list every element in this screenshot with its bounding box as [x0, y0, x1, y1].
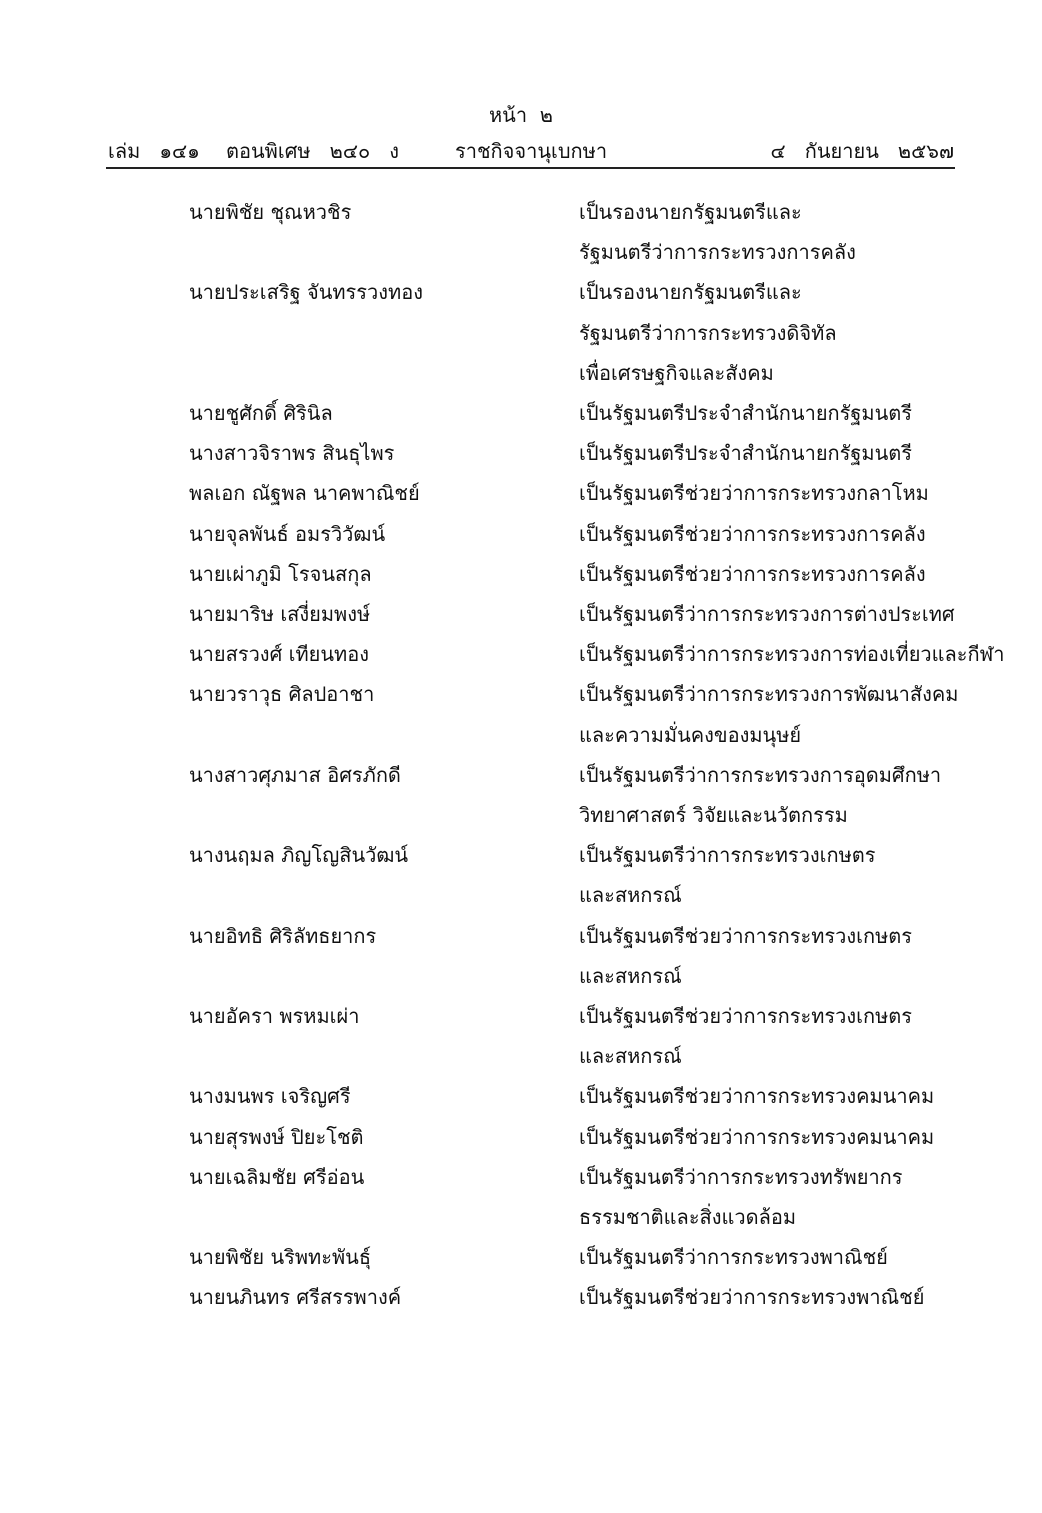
- position-line: เป็นรัฐมนตรีช่วยว่าการกระทรวงการคลัง: [579, 561, 926, 586]
- position-line: ธรรมชาติและสิ่งแวดล้อม: [579, 1205, 797, 1230]
- minister-name: นางมนพร เจริญศรี: [189, 1084, 351, 1109]
- minister-name: นายเฉลิมชัย ศรีอ่อน: [189, 1164, 365, 1189]
- position-line: เป็นรองนายกรัฐมนตรีและ: [579, 200, 802, 224]
- appointment-entry: [0, 433, 1042, 473]
- minister-name: นายสรวงศ์ เทียนทอง: [189, 642, 369, 667]
- minister-name: นายพิชัย นริพทะพันธุ์: [189, 1245, 372, 1270]
- position-line: เป็นรัฐมนตรีช่วยว่าการกระทรวงกลาโหม: [579, 481, 929, 506]
- minister-name: นายวราวุธ ศิลปอาชา: [189, 682, 375, 707]
- minister-name: นายมาริษ เสงี่ยมพงษ์: [189, 602, 371, 627]
- minister-position: [579, 1237, 999, 1277]
- appointment-entry: [0, 514, 1042, 554]
- appointment-entry: [0, 755, 1042, 835]
- appointment-list: [0, 192, 1042, 1318]
- minister-name: นายพิชัย ชุณหวชิร: [189, 200, 352, 224]
- position-line: เป็นรัฐมนตรีว่าการกระทรวงการอุดมศึกษา: [579, 762, 942, 787]
- position-line: เป็นรัฐมนตรีว่าการกระทรวงเกษตร: [579, 843, 876, 868]
- appointment-entry: [0, 1237, 1042, 1277]
- minister-name: นางสาวศุภมาส อิศรภักดี: [189, 762, 401, 787]
- minister-position: [579, 916, 999, 996]
- appointment-entry: [0, 1157, 1042, 1237]
- publication-date: ๔ กันยายน ๒๕๖๗: [770, 139, 954, 163]
- minister-position: [579, 514, 999, 554]
- position-line: เป็นรัฐมนตรีประจำสำนักนายกรัฐมนตรี: [579, 401, 913, 426]
- minister-name: นางสาวจิราพร สินธุไพร: [189, 441, 395, 466]
- minister-name: พลเอก ณัฐพล นาคพาณิชย์: [189, 481, 420, 506]
- appointment-entry: [0, 473, 1042, 513]
- minister-position: [579, 192, 999, 272]
- minister-position: [579, 1076, 999, 1116]
- position-line: เป็นรัฐมนตรีช่วยว่าการกระทรวงการคลัง: [579, 521, 926, 546]
- position-line: เป็นรัฐมนตรีช่วยว่าการกระทรวงคมนาคม: [579, 1124, 935, 1149]
- minister-position: [579, 1277, 999, 1317]
- position-line: วิทยาศาสตร์ วิจัยและนวัตกรรม: [579, 803, 848, 828]
- minister-position: [579, 554, 999, 594]
- appointment-entry: [0, 916, 1042, 996]
- appointment-entry: [0, 996, 1042, 1076]
- appointment-entry: [0, 393, 1042, 433]
- appointment-entry: [0, 272, 1042, 393]
- page-number: หน้า ๒: [489, 103, 553, 127]
- position-line: และสหกรณ์: [579, 963, 682, 988]
- minister-name: นายประเสริฐ จันทรรวงทอง: [189, 280, 423, 305]
- minister-name: นายจุลพันธ์ อมรวิวัฒน์: [189, 521, 386, 546]
- header-divider: [106, 167, 955, 169]
- position-line: เป็นรัฐมนตรีว่าการกระทรวงการท่องเที่ยวและกีฬา: [579, 642, 1005, 667]
- minister-name: นายชูศักดิ์ ศิรินิล: [189, 401, 333, 426]
- position-line: และสหกรณ์: [579, 1044, 682, 1069]
- minister-name: นางนฤมล ภิญโญสินวัฒน์: [189, 843, 409, 868]
- appointment-entry: [0, 674, 1042, 754]
- appointment-entry: [0, 634, 1042, 674]
- minister-name: นายอิทธิ ศิริลัทธยากร: [189, 923, 377, 948]
- gazette-title: ราชกิจจานุเบกษา: [455, 139, 608, 163]
- minister-name: นายนภินทร ศรีสรรพางค์: [189, 1285, 402, 1310]
- minister-position: [579, 996, 999, 1076]
- position-line: เป็นรัฐมนตรีช่วยว่าการกระทรวงพาณิชย์: [579, 1285, 925, 1310]
- position-line: เพื่อเศรษฐกิจและสังคม: [579, 360, 774, 385]
- minister-position: [579, 1157, 999, 1237]
- position-line: เป็นรัฐมนตรีว่าการกระทรวงพาณิชย์: [579, 1245, 888, 1270]
- appointment-entry: [0, 594, 1042, 634]
- minister-position: [579, 433, 999, 473]
- minister-name: นายอัครา พรหมเผ่า: [189, 1004, 360, 1029]
- minister-name: นายเผ่าภูมิ โรจนสกุล: [189, 561, 372, 586]
- position-line: และความมั่นคงของมนุษย์: [579, 722, 802, 747]
- minister-position: [579, 594, 999, 634]
- minister-position: [579, 755, 999, 835]
- minister-position: [579, 835, 999, 915]
- volume-number: เล่ม ๑๔๑: [108, 139, 200, 163]
- appointment-entry: [0, 1277, 1042, 1317]
- minister-position: [579, 634, 1005, 674]
- appointment-entry: [0, 192, 1042, 272]
- position-line: รัฐมนตรีว่าการกระทรวงการคลัง: [579, 240, 856, 265]
- appointment-entry: [0, 554, 1042, 594]
- appointment-entry: [0, 835, 1042, 915]
- minister-position: [579, 393, 999, 433]
- position-line: เป็นรัฐมนตรีว่าการกระทรวงการต่างประเทศ: [579, 602, 955, 627]
- position-line: เป็นรัฐมนตรีช่วยว่าการกระทรวงเกษตร: [579, 1004, 913, 1029]
- minister-position: [579, 1117, 999, 1157]
- appointment-entry: [0, 1076, 1042, 1116]
- position-line: เป็นรัฐมนตรีช่วยว่าการกระทรวงคมนาคม: [579, 1084, 935, 1109]
- appointment-entry: [0, 1117, 1042, 1157]
- position-line: เป็นรัฐมนตรีประจำสำนักนายกรัฐมนตรี: [579, 441, 913, 466]
- minister-position: [579, 674, 999, 754]
- minister-position: [579, 473, 999, 513]
- minister-name: นายสุรพงษ์ ปิยะโชติ: [189, 1124, 364, 1149]
- position-line: เป็นรองนายกรัฐมนตรีและ: [579, 280, 802, 305]
- position-line: เป็นรัฐมนตรีว่าการกระทรวงทรัพยากร: [579, 1164, 903, 1189]
- position-line: รัฐมนตรีว่าการกระทรวงดิจิทัล: [579, 320, 837, 345]
- section-number: ตอนพิเศษ ๒๔๐ ง: [226, 139, 400, 163]
- minister-position: [579, 272, 999, 393]
- position-line: เป็นรัฐมนตรีว่าการกระทรวงการพัฒนาสังคม: [579, 682, 959, 707]
- position-line: เป็นรัฐมนตรีช่วยว่าการกระทรวงเกษตร: [579, 923, 913, 948]
- position-line: และสหกรณ์: [579, 883, 682, 908]
- gazette-header: [108, 137, 954, 165]
